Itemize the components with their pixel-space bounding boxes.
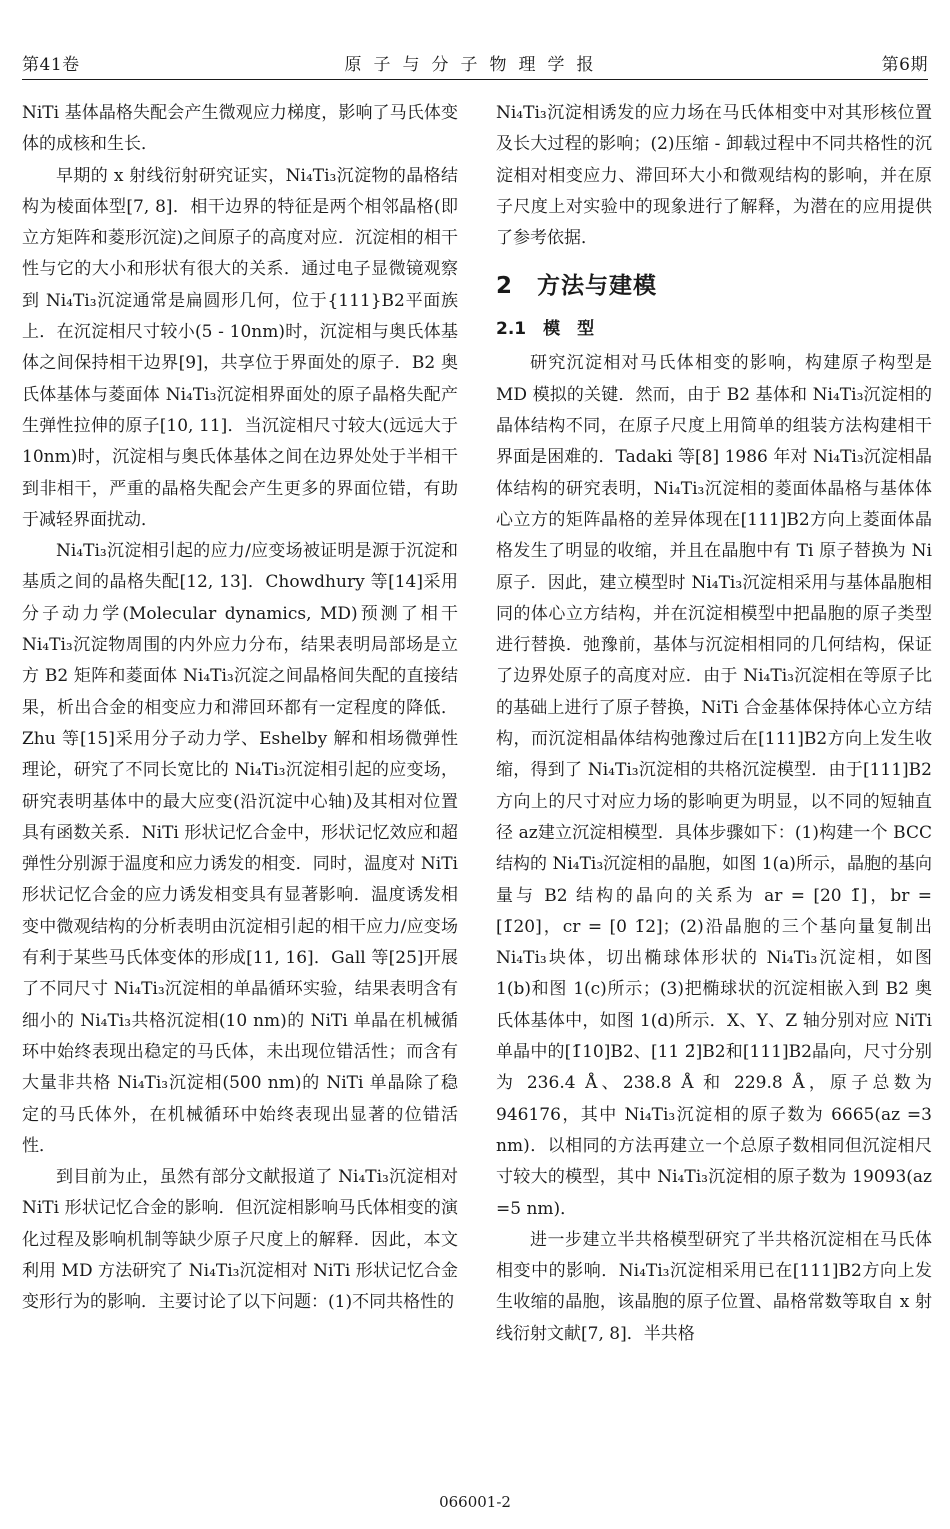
left-column xyxy=(22,98,458,1319)
issue-label: 第6期 xyxy=(881,55,928,75)
paragraph: NiTi 基体晶格失配会产生微观应力梯度，影响了马氏体变体的成核和生长． xyxy=(22,103,458,155)
journal-title: 原子与分子物理学报 xyxy=(344,55,606,75)
section-title: 2 方法与建模 xyxy=(496,273,658,300)
paragraph: Ni₄Ti₃沉淀相诱发的应力场在马氏体相变中对其形核位置及长大过程的影响；(2)压缩 - 卸载过程中不同共格性的沉淀相对相变应力、滞回环大小和微观结构的影响，并在原子尺度上对实验中的现象进行了解释，为潜在的应用提供了参考依据． xyxy=(496,103,932,249)
running-header xyxy=(22,50,928,80)
volume-label: 第41卷 xyxy=(22,55,80,75)
paragraph: 研究沉淀相对马氏体相变的影响，构建原子构型是 MD 模拟的关键．然而，由于 B2 基体和 Ni₄Ti₃沉淀相的晶体结构不同，在原子尺度上用简单的组装方法构建相干界面是困难的．Tadaki 等[8] 1986 年对 Ni₄Ti₃沉淀相晶体结构的研究表明，Ni₄Ti₃沉淀相的菱面体晶格与基体体心立方的矩阵晶格的差异体现在[111]B2方向上菱面体晶格发生了明显的收缩，并且在晶胞中有 Ti 原子替换为 Ni 原子．因此，建立模型时 Ni₄Ti₃沉淀相采用与基体晶胞相同的体心立方结构，并在沉淀相模型中把晶胞的原子类型进行替换．弛豫前，基体与沉淀相相同的几何结构，保证了边界处原子的高度对应．由于 Ni₄Ti₃沉淀相在等原子比的基础上进行了原子替换，NiTi 合金基体保持体心立方结构，而沉淀相晶体结构弛豫过后在[111]B2方向上发生收缩，得到了 Ni₄Ti₃沉淀相的共格沉淀模型．由于[111]B2方向上的尺寸对应力场的影响更为明显，以不同的短轴直径 az建立沉淀相模型．具体步骤如下：(1)构建一个 BCC 结构的 Ni₄Ti₃沉淀相的晶胞，如图 1(a)所示，晶胞的基向量与 B2 结构的晶向的关系为 ar = [20 1̄]，br = [1̄20]，cr = [0 1̄2]；(2)沿晶胞的三个基向量复制出 Ni₄Ti₃块体，切出椭球体形状的 Ni₄Ti₃沉淀相，如图 1(b)和图 1(c)所示；(3)把椭球状的沉淀相嵌入到 B2 奥氏体基体中，如图 1(d)所示．X、Y、Z 轴分别对应 NiTi 单晶中的[1̄10]B2、[11 2̄]B2和[111]B2晶向，尺寸分别为 236.4 Å、238.8 Å 和 229.8 Å，原子总数为 946176，其中 Ni₄Ti₃沉淀相的原子数为 6665(az =3 nm)．以相同的方法再建立一个总原子数相同但沉淀相尺寸较大的模型，其中 Ni₄Ti₃沉淀相的原子数为 19093(az =5 nm)． xyxy=(496,353,932,1219)
subsection-title: 2.1 模 型 xyxy=(496,319,595,340)
right-column xyxy=(496,98,932,1350)
paragraph: Ni₄Ti₃沉淀相引起的应力/应变场被证明是源于沉淀和基质之间的晶格失配[12, 13]．Chowdhury 等[14]采用分子动力学(Molecular dynamics, MD)预测了相干 Ni₄Ti₃沉淀物周围的内外应力分布，结果表明局部场是立方 B2 矩阵和菱面体 Ni₄Ti₃沉淀之间晶格间失配的直接结果，析出合金的相变应力和滞回环都有一定程度的降低．Zhu 等[15]采用分子动力学、Eshelby 解和相场微弹性理论，研究了不同长宽比的 Ni₄Ti₃沉淀相引起的应变场，研究表明基体中的最大应变(沿沉淀中心轴)及其相对位置具有函数关系．NiTi 形状记忆合金中，形状记忆效应和超弹性分别源于温度和应力诱发的相变．同时，温度对 NiTi 形状记忆合金的应力诱发相变具有显著影响．温度诱发相变中微观结构的分析表明由沉淀相引起的相干应力/应变场有利于某些马氏体变体的形成[11, 16]．Gall 等[25]开展了不同尺寸 Ni₄Ti₃沉淀相的单晶循环实验，结果表明含有细小的 Ni₄Ti₃共格沉淀相(10 nm)的 NiTi 单晶在机械循环中始终表现出稳定的马氏体，未出现位错活性；而含有大量非共格 Ni₄Ti₃沉淀相(500 nm)的 NiTi 单晶除了稳定的马氏体外，在机械循环中始终表现出显著的位错活性． xyxy=(22,541,458,1156)
paragraph: 早期的 x 射线衍射研究证实，Ni₄Ti₃沉淀物的晶格结构为棱面体型[7, 8]．相干边界的特征是两个相邻晶格(即立方矩阵和菱形沉淀)之间原子的高度对应．沉淀相的相干性与它的大小和形状有很大的关系．通过电子显微镜观察到 Ni₄Ti₃沉淀通常是扁圆形几何，位于{111}B2平面族上．在沉淀相尺寸较小(5 - 10nm)时，沉淀相与奥氏体基体之间保持相干边界[9]，共享位于界面处的原子．B2 奥氏体基体与菱面体 Ni₄Ti₃沉淀相界面处的原子晶格失配产生弹性拉伸的原子[10, 11]．当沉淀相尺寸较大(远远大于 10nm)时，沉淀相与奥氏体基体之间在边界处处于半相干到非相干，严重的晶格失配会产生更多的界面位错，有助于减轻界面扰动． xyxy=(22,165,458,530)
header-rule xyxy=(22,79,928,80)
paragraph: 到目前为止，虽然有部分文献报道了 Ni₄Ti₃沉淀相对 NiTi 形状记忆合金的影响．但沉淀相影响马氏体相变的演化过程及影响机制等缺少原子尺度上的解释．因此，本文利用 MD 方法研究了 Ni₄Ti₃沉淀相对 NiTi 形状记忆合金变形行为的影响．主要讨论了以下问题：(1)不同共格性的 xyxy=(22,1167,458,1313)
paragraph: 进一步建立半共格模型研究了半共格沉淀相在马氏体相变中的影响．Ni₄Ti₃沉淀相采用已在[111]B2方向上发生收缩的晶胞，该晶胞的原子位置、晶格常数等取自 x 射线衍射文献[7, 8]．半共格 xyxy=(496,1229,932,1344)
page-number: 066001-2 xyxy=(439,1493,511,1511)
